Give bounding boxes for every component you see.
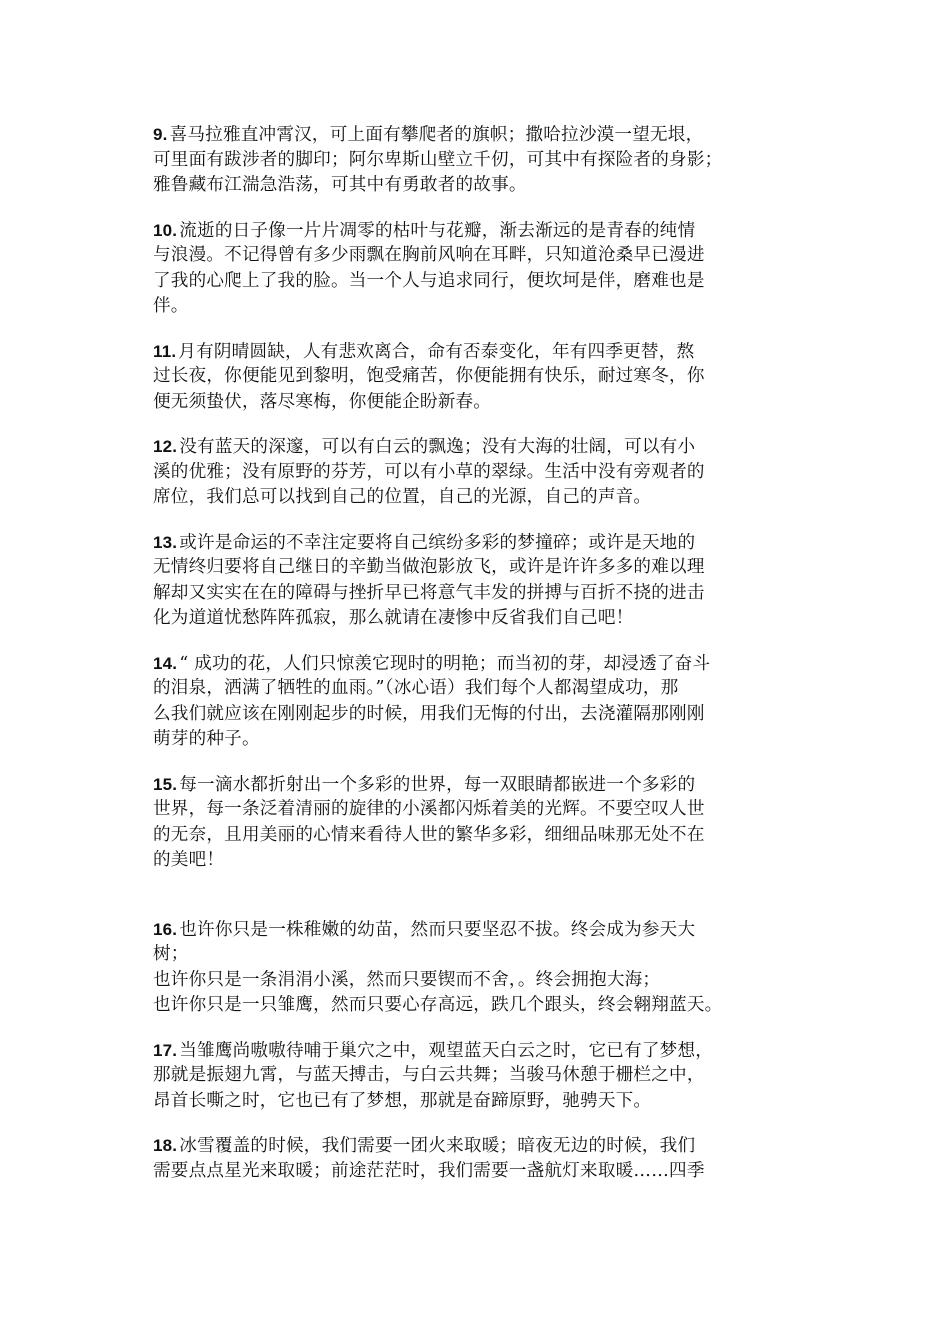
paragraph-number: 9.	[153, 125, 168, 144]
paragraph-line: 与浪漫。不记得曾有多少雨飘在胸前风响在耳畔，只知道沧桑早已漫进	[153, 245, 705, 265]
paragraph-line: 11. 月有阴晴圆缺，人有悲欢离合，命有否泰变化，年有四季更替，熬	[153, 341, 695, 362]
paragraph-line: 解却又实实在在的障碍与挫折早已将意气丰发的拼搏与百折不挠的进击	[153, 582, 705, 603]
paragraph-line: 便无须蛰伏，落尽寒梅，你便能企盼新春。	[153, 391, 492, 412]
paragraph-number: 15.	[153, 774, 178, 794]
paragraph-15	[153, 772, 813, 874]
paragraph-line: 了我的心爬上了我的脸。当一个人与追求同行，便坎坷是伴，磨难也是	[153, 270, 705, 291]
paragraph-number: 16.	[153, 919, 178, 939]
paragraph-line: 过长夜，你便能见到黎明，饱受痛苦，你便能拥有快乐，耐过寒冬，你	[153, 366, 705, 386]
paragraph-line: 14. “ 成功的花，人们只惊羡它现时的明艳；而当初的芽，却浸透了奋斗	[153, 653, 711, 674]
paragraph-number: 18.	[153, 1136, 178, 1155]
paragraph-line: 的美吧！	[153, 850, 225, 870]
paragraph-line: 么我们就应该在刚刚起步的时候，用我们无悔的付出，去浇灌隔那刚刚	[153, 703, 705, 724]
paragraph-16	[153, 917, 813, 1019]
paragraph-number: 13.	[153, 532, 178, 552]
paragraph-line: 溪的优雅；没有原野的芬芳，可以有小草的翠绿。生活中没有旁观者的	[153, 461, 705, 482]
paragraph-line: 无情终归要将自己继日的辛勤当做泡影放飞，或许是许许多多的难以理	[153, 557, 705, 577]
paragraph-line: 昂首长嘶之时，它也已有了梦想，那就是奋蹄原野，驰骋天下。	[153, 1090, 652, 1111]
document-body	[153, 122, 813, 1203]
paragraph-line: 13. 或许是命运的不幸注定要将自己缤纷多彩的梦撞碎；或许是天地的	[153, 532, 696, 553]
blank-space	[153, 893, 813, 917]
paragraph-line: 雅鲁藏布江湍急浩荡，可其中有勇敢者的故事。	[153, 175, 527, 195]
paragraph-line: 树；	[153, 944, 189, 964]
paragraph-line: 伴。	[153, 296, 189, 316]
paragraph-10	[153, 218, 813, 320]
paragraph-line: 化为道道忧愁阵阵孤寂，那么就请在凄惨中反省我们自己吧！	[153, 608, 634, 628]
paragraph-14	[153, 651, 813, 753]
paragraph-line: 9. 喜马拉雅直冲霄汉，可上面有攀爬者的旗帜；撒哈拉沙漠一望无垠，	[153, 125, 704, 145]
paragraph-line: 席位，我们总可以找到自己的位置，自己的光源，自己的声音。	[153, 487, 652, 507]
paragraph-line: 10. 流逝的日子像一片片凋零的枯叶与花瓣，渐去渐远的是青春的纯情	[153, 220, 696, 241]
paragraph-line: 15. 每一滴水都折射出一个多彩的世界，每一双眼睛都嵌进一个多彩的	[153, 774, 696, 795]
paragraph-line: 萌芽的种子。	[153, 729, 260, 749]
paragraph-line: 也许你只是一只雏鹰，然而只要心存高远，跌几个跟头，终会翱翔蓝天。	[153, 995, 723, 1015]
paragraph-line: 18. 冰雪覆盖的时候，我们需要一团火来取暖；暗夜无边的时候，我们	[153, 1136, 696, 1156]
paragraph-number: 17.	[153, 1040, 178, 1060]
paragraph-number: 12.	[153, 437, 178, 456]
paragraph-11	[153, 339, 813, 416]
paragraph-line: 也许你只是一条涓涓小溪，然而只要锲而不舍，。终会拥抱大海；	[153, 969, 661, 990]
paragraph-line: 17. 当雏鹰尚嗷嗷待哺于巢穴之中，观望蓝天白云之时，它已有了梦想，	[153, 1040, 714, 1061]
paragraph-line: 的泪泉，洒满了牺牲的血雨。”（冰心语）我们每个人都渴望成功，那	[153, 678, 679, 698]
paragraph-13	[153, 530, 813, 632]
paragraph-18	[153, 1133, 813, 1184]
paragraph-12	[153, 434, 813, 511]
paragraph-number: 10.	[153, 220, 178, 240]
paragraph-line: 的无奈，且用美丽的心情来看待人世的繁华多彩，细细品味那无处不在	[153, 824, 705, 845]
paragraph-number: 11.	[153, 341, 177, 361]
paragraph-number: 14.	[153, 653, 178, 673]
paragraph-line: 世界，每一条泛着清丽的旋律的小溪都闪烁着美的光辉。不要空叹人世	[153, 799, 705, 819]
paragraph-line: 16. 也许你只是一株稚嫩的幼苗，然而只要坚忍不拔。终会成为参天大	[153, 919, 696, 940]
paragraph-line: 需要点点星光来取暖；前途茫茫时，我们需要一盏航灯来取暖……四季	[153, 1160, 705, 1181]
paragraph-17	[153, 1038, 813, 1115]
paragraph-line: 可里面有跋涉者的脚印；阿尔卑斯山壁立千仞，可其中有探险者的身影；	[153, 149, 723, 170]
paragraph-line: 12. 没有蓝天的深邃，可以有白云的飘逸；没有大海的壮阔，可以有小	[153, 437, 696, 457]
paragraph-line: 那就是振翅九霄，与蓝天搏击，与白云共舞；当骏马休憩于栅栏之中，	[153, 1065, 705, 1085]
paragraph-9	[153, 122, 813, 199]
